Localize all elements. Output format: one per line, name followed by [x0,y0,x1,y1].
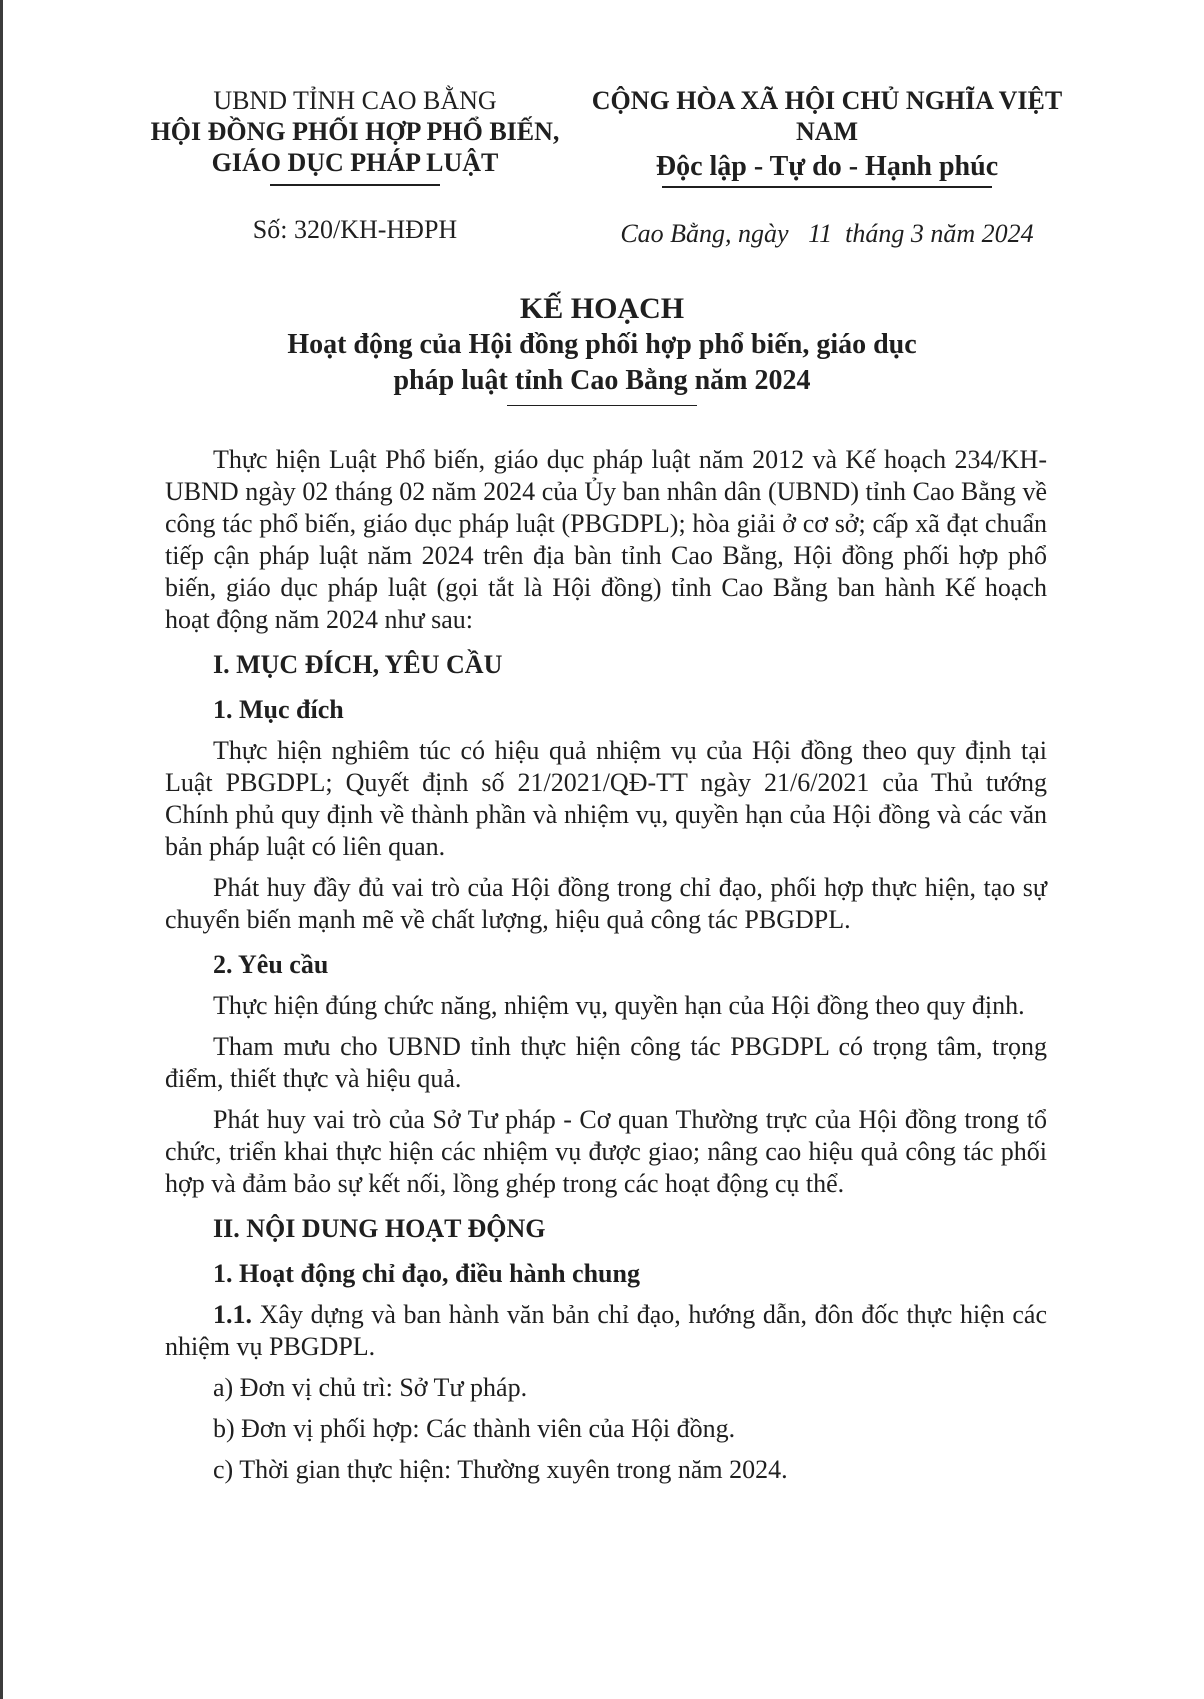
national-header-block [570,85,1084,249]
document-number: Số: 320/KH-HĐPH [252,215,458,244]
scan-edge-line [0,0,3,1699]
agency-name-line1: HỘI ĐỒNG PHỐI HỢP PHỔ BIẾN, [150,117,560,146]
subsection-heading-requirements: 2. Yêu cầu [213,950,329,979]
parent-agency-name: UBND TỈNH CAO BẰNG [213,86,497,115]
task-1-1-paragraph [165,1299,1047,1363]
motto-underline [662,186,992,188]
implementation-time-line: c) Thời gian thực hiện: Thường xuyên trong năm 2024. [213,1455,788,1484]
intro-paragraph: Thực hiện Luật Phổ biến, giáo dục pháp luật năm 2012 và Kế hoạch 234/KH-UBND ngày 02 tháng 02 năm 2024 của Ủy ban nhân dân (UBND) tỉnh Cao Bằng về công tác phổ biến, giáo dục pháp luật (PBGDPL); hòa giải ở cơ sở; cấp xã đạt chuẩn tiếp cận pháp luật năm 2024 trên địa bàn tỉnh Cao Bằng, Hội đồng phối hợp phổ biến, giáo dục pháp luật (gọi tắt là Hội đồng) tỉnh Cao Bằng ban hành Kế hoạch hoạt động năm 2024 như sau: [165,445,1047,634]
requirements-paragraph-3: Phát huy vai trò của Sở Tư pháp - Cơ quan Thường trực của Hội đồng trong tổ chức, triển khai thực hiện các nhiệm vụ được giao; nâng cao hiệu quả công tác phối hợp và đảm bảo sự kết nối, lồng ghép trong các hoạt động cụ thể. [165,1105,1047,1198]
purpose-paragraph-1: Thực hiện nghiêm túc có hiệu quả nhiệm vụ của Hội đồng theo quy định tại Luật PBGDPL; Quyết định số 21/2021/QĐ-TT ngày 21/6/2021 của Thủ tướng Chính phủ quy định về thành phần và nhiệm vụ, quyền hạn của Hội đồng và các văn bản pháp luật có liên quan. [165,736,1047,861]
requirements-paragraph-2: Tham mưu cho UBND tỉnh thực hiện công tác PBGDPL có trọng tâm, trọng điểm, thiết thực và hiệu quả. [165,1032,1047,1093]
document-subtitle-line2: pháp luật tỉnh Cao Bằng năm 2024 [393,365,811,396]
requirements-paragraph-1: Thực hiện đúng chức năng, nhiệm vụ, quyền hạn của Hội đồng theo quy định. [213,991,1025,1020]
subsection-heading-purpose: 1. Mục đích [213,695,344,724]
coordinating-unit-line: b) Đơn vị phối hợp: Các thành viên của Hội đồng. [213,1414,736,1443]
document-body [165,444,1047,1486]
lead-unit-line: a) Đơn vị chủ trì: Sở Tư pháp. [213,1373,528,1402]
national-motto: Độc lập - Tự do - Hạnh phúc [655,151,999,182]
section-heading-purpose-requirements: I. MỤC ĐÍCH, YÊU CẦU [213,650,503,679]
task-1-1-number: 1.1. [213,1300,252,1329]
title-underline [507,405,697,406]
agency-underline [270,184,440,186]
document-subtitle-line1: Hoạt động của Hội đồng phối hợp phổ biến, giáo dục [287,329,917,360]
place-date-line: Cao Bằng, ngày 11 tháng 3 năm 2024 [620,219,1034,248]
task-1-1-text: Xây dựng và ban hành văn bản chỉ đạo, hướng dẫn, đôn đốc thực hiện các nhiệm vụ PBGDPL. [165,1300,1047,1361]
document-title: KẾ HOẠCH [519,292,685,325]
issuing-agency-block [140,85,570,249]
agency-name-line2: GIÁO DỤC PHÁP LUẬT [211,148,499,177]
document-header [0,0,1204,249]
purpose-paragraph-2: Phát huy đầy đủ vai trò của Hội đồng trong chỉ đạo, phối hợp thực hiện, tạo sự chuyển biến mạnh mẽ về chất lượng, hiệu quả công tác PBGDPL. [165,873,1047,934]
subsection-heading-general-direction: 1. Hoạt động chỉ đạo, điều hành chung [213,1259,640,1288]
section-heading-activities: II. NỘI DUNG HOẠT ĐỘNG [213,1214,546,1243]
national-title: CỘNG HÒA XÃ HỘI CHỦ NGHĨA VIỆT NAM [591,86,1063,146]
document-title-block [0,291,1204,406]
